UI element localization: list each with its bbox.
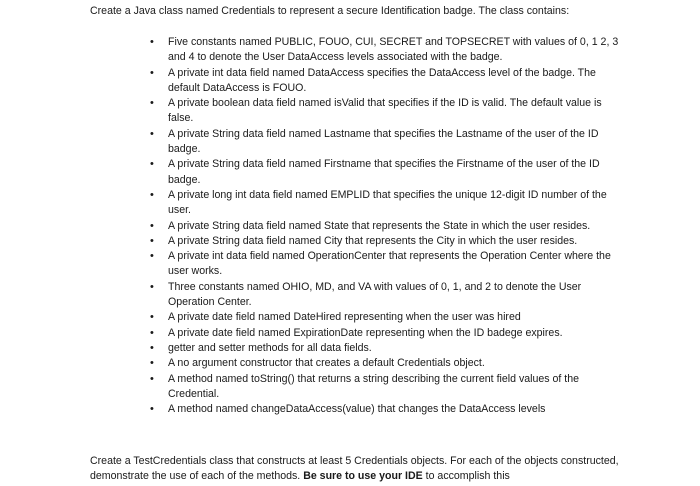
outro-text: Create a TestCredentials class that constructs at least 5 Credentials objects. For each of the objects constructed, demonstrate the use of each of the methods. — [90, 455, 619, 483]
bullet-icon: • — [150, 36, 154, 48]
bullet-icon: • — [150, 234, 154, 247]
list-item — [150, 66, 620, 97]
outro-tail: to accomplish this — [422, 470, 510, 483]
list-item — [150, 188, 620, 219]
bullet-icon: • — [150, 341, 154, 354]
list-item — [150, 234, 620, 249]
list-item-text: A private String data field named Firstname that specifies the Firstname of the user of the ID badge. — [168, 158, 600, 186]
list-item-text: A method named toString() that returns a string describing the current field values of the Credential. — [168, 372, 580, 400]
bullet-icon: • — [150, 372, 154, 385]
bullet-icon: • — [150, 250, 154, 263]
bullet-icon: • — [150, 158, 154, 171]
list-item — [150, 310, 620, 325]
intro-paragraph: Create a Java class named Credentials to represent a secure Identification badge. The class contains: — [90, 5, 570, 17]
list-item-text: A no argument constructor that creates a default Credentials object. — [168, 357, 485, 370]
list-item — [150, 280, 620, 311]
list-item — [150, 326, 620, 341]
list-item-text: A private String data field named State that represents the State in which the user resides. — [168, 219, 591, 232]
bullet-icon: • — [150, 127, 154, 140]
list-item — [150, 219, 620, 234]
list-item — [150, 402, 620, 417]
bullet-icon: • — [150, 66, 154, 79]
list-item-text: Three constants named OHIO, MD, and VA with values of 0, 1, and 2 to denote the User Operation Center. — [168, 280, 582, 309]
bullet-icon: • — [150, 280, 154, 293]
list-item — [150, 127, 620, 158]
bullet-icon: • — [150, 188, 154, 201]
list-item — [150, 96, 620, 127]
bullet-icon: • — [150, 326, 154, 339]
list-item — [150, 356, 620, 371]
list-item-text: A private String data field named Lastname that specifies the Lastname of the user of the ID badge. — [168, 127, 599, 156]
list-item — [150, 372, 620, 403]
bullet-icon: • — [150, 311, 154, 324]
list-item — [150, 341, 620, 356]
list-item-text: A private long int data field named EMPLID that specifies the unique 12-digit ID number of the user. — [168, 188, 607, 217]
list-item-text: A private int data field named OperationCenter that represents the Operation Center where the user works. — [168, 250, 611, 278]
list-item-text: getter and setter methods for all data fields. — [168, 341, 372, 354]
list-item-text: A method named changeDataAccess(value) that changes the DataAccess levels — [168, 403, 546, 416]
outro-paragraph — [90, 454, 620, 485]
requirements-list — [150, 35, 620, 417]
list-item-text: A private date field named ExpirationDate representing when the ID badege expires. — [168, 326, 563, 339]
list-item-text: A private date field named DateHired representing when the user was hired — [168, 311, 521, 324]
list-item-text: A private int data field named DataAccess specifies the DataAccess level of the badge. The default DataAccess is FOUO. — [168, 66, 596, 94]
bullet-icon: • — [150, 97, 154, 110]
bullet-icon: • — [150, 219, 154, 232]
list-item — [150, 35, 620, 66]
list-item — [150, 157, 620, 188]
outro-emphasis: Be sure to use your IDE — [303, 470, 423, 483]
list-item-text: A private boolean data field named isValid that specifies if the ID is valid. The default value is false. — [168, 97, 602, 125]
bullet-icon: • — [150, 403, 154, 416]
list-item-text: A private String data field named City that represents the City in which the user resides. — [168, 234, 578, 247]
list-item-text: Five constants named PUBLIC, FOUO, CUI, SECRET and TOPSECRET with values of 0, 1 2, 3 and 4 to denote the User DataAccess levels associated with the badge. — [168, 36, 619, 64]
bullet-icon: • — [150, 357, 154, 370]
list-item — [150, 249, 620, 280]
